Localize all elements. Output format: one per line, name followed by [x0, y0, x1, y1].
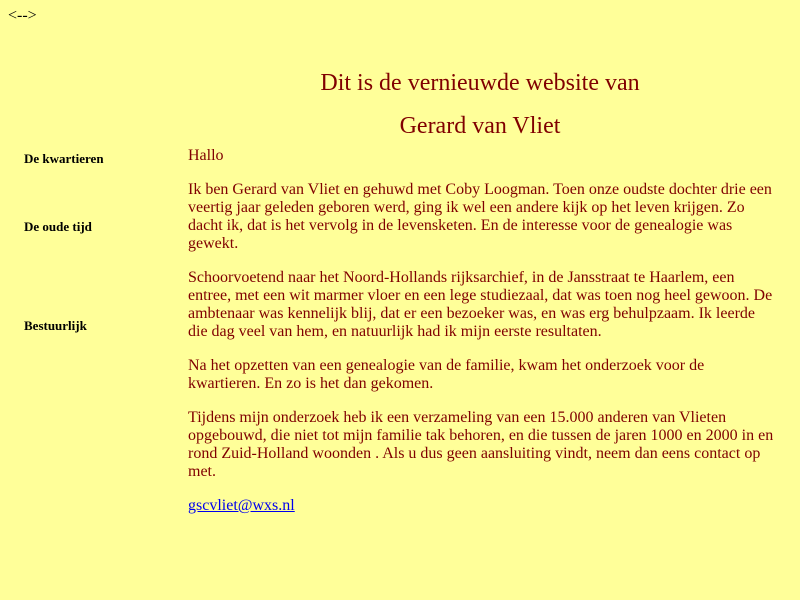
email-link[interactable]: gscvliet@wxs.nl — [188, 497, 295, 514]
page-title-line-2: Gerard van Vliet — [399, 113, 561, 139]
research-paragraph: Na het opzetten van een genealogie van de familie, kwam het onderzoek voor de kwartieren. En zo is het dan gekomen. — [188, 357, 705, 392]
main-content — [188, 147, 778, 531]
sidebar-item-de-kwartieren[interactable]: De kwartieren — [24, 151, 104, 166]
sidebar-item-bestuurlijk[interactable]: Bestuurlijk — [24, 318, 87, 333]
greeting-text: Hallo — [188, 147, 224, 164]
collection-paragraph: Tijdens mijn onderzoek heb ik een verzameling van een 15.000 anderen van Vlieten opgebouwd, die niet tot mijn familie tak behoren, en die tussen de jaren 1000 en 2000 in en rond Zuid-Holland woonden . Als u dus geen aansluiting vindt, neem dan eens contact op met. — [188, 409, 774, 480]
page-title-line-1: Dit is de vernieuwde website van — [320, 70, 640, 96]
intro-paragraph: Ik ben Gerard van Vliet en gehuwd met Coby Loogman. Toen onze oudste dochter drie een veertig jaar geleden geboren werd, ging ik wel een andere kijk op het leven krijgen. Zo dacht ik, dat is het vervolg in de levensketen. En de interesse voor de genealogie was gewekt. — [188, 181, 772, 252]
archive-paragraph: Schoorvoetend naar het Noord-Hollands rijksarchief, in de Jansstraat te Haarlem, een entree, met een wit marmer vloer en een lege studiezaal, dat was toen nog heel gewoon. De ambtenaar was kennelijk blij, dat er een bezoeker was, en was erg behulpzaam. Ik leerde die dag veel van hem, en natuurlijk had ik mijn eerste resultaten. — [188, 269, 773, 340]
comment-marker-text: <--> — [8, 7, 37, 24]
sidebar-item-de-oude-tijd[interactable]: De oude tijd — [24, 219, 92, 234]
